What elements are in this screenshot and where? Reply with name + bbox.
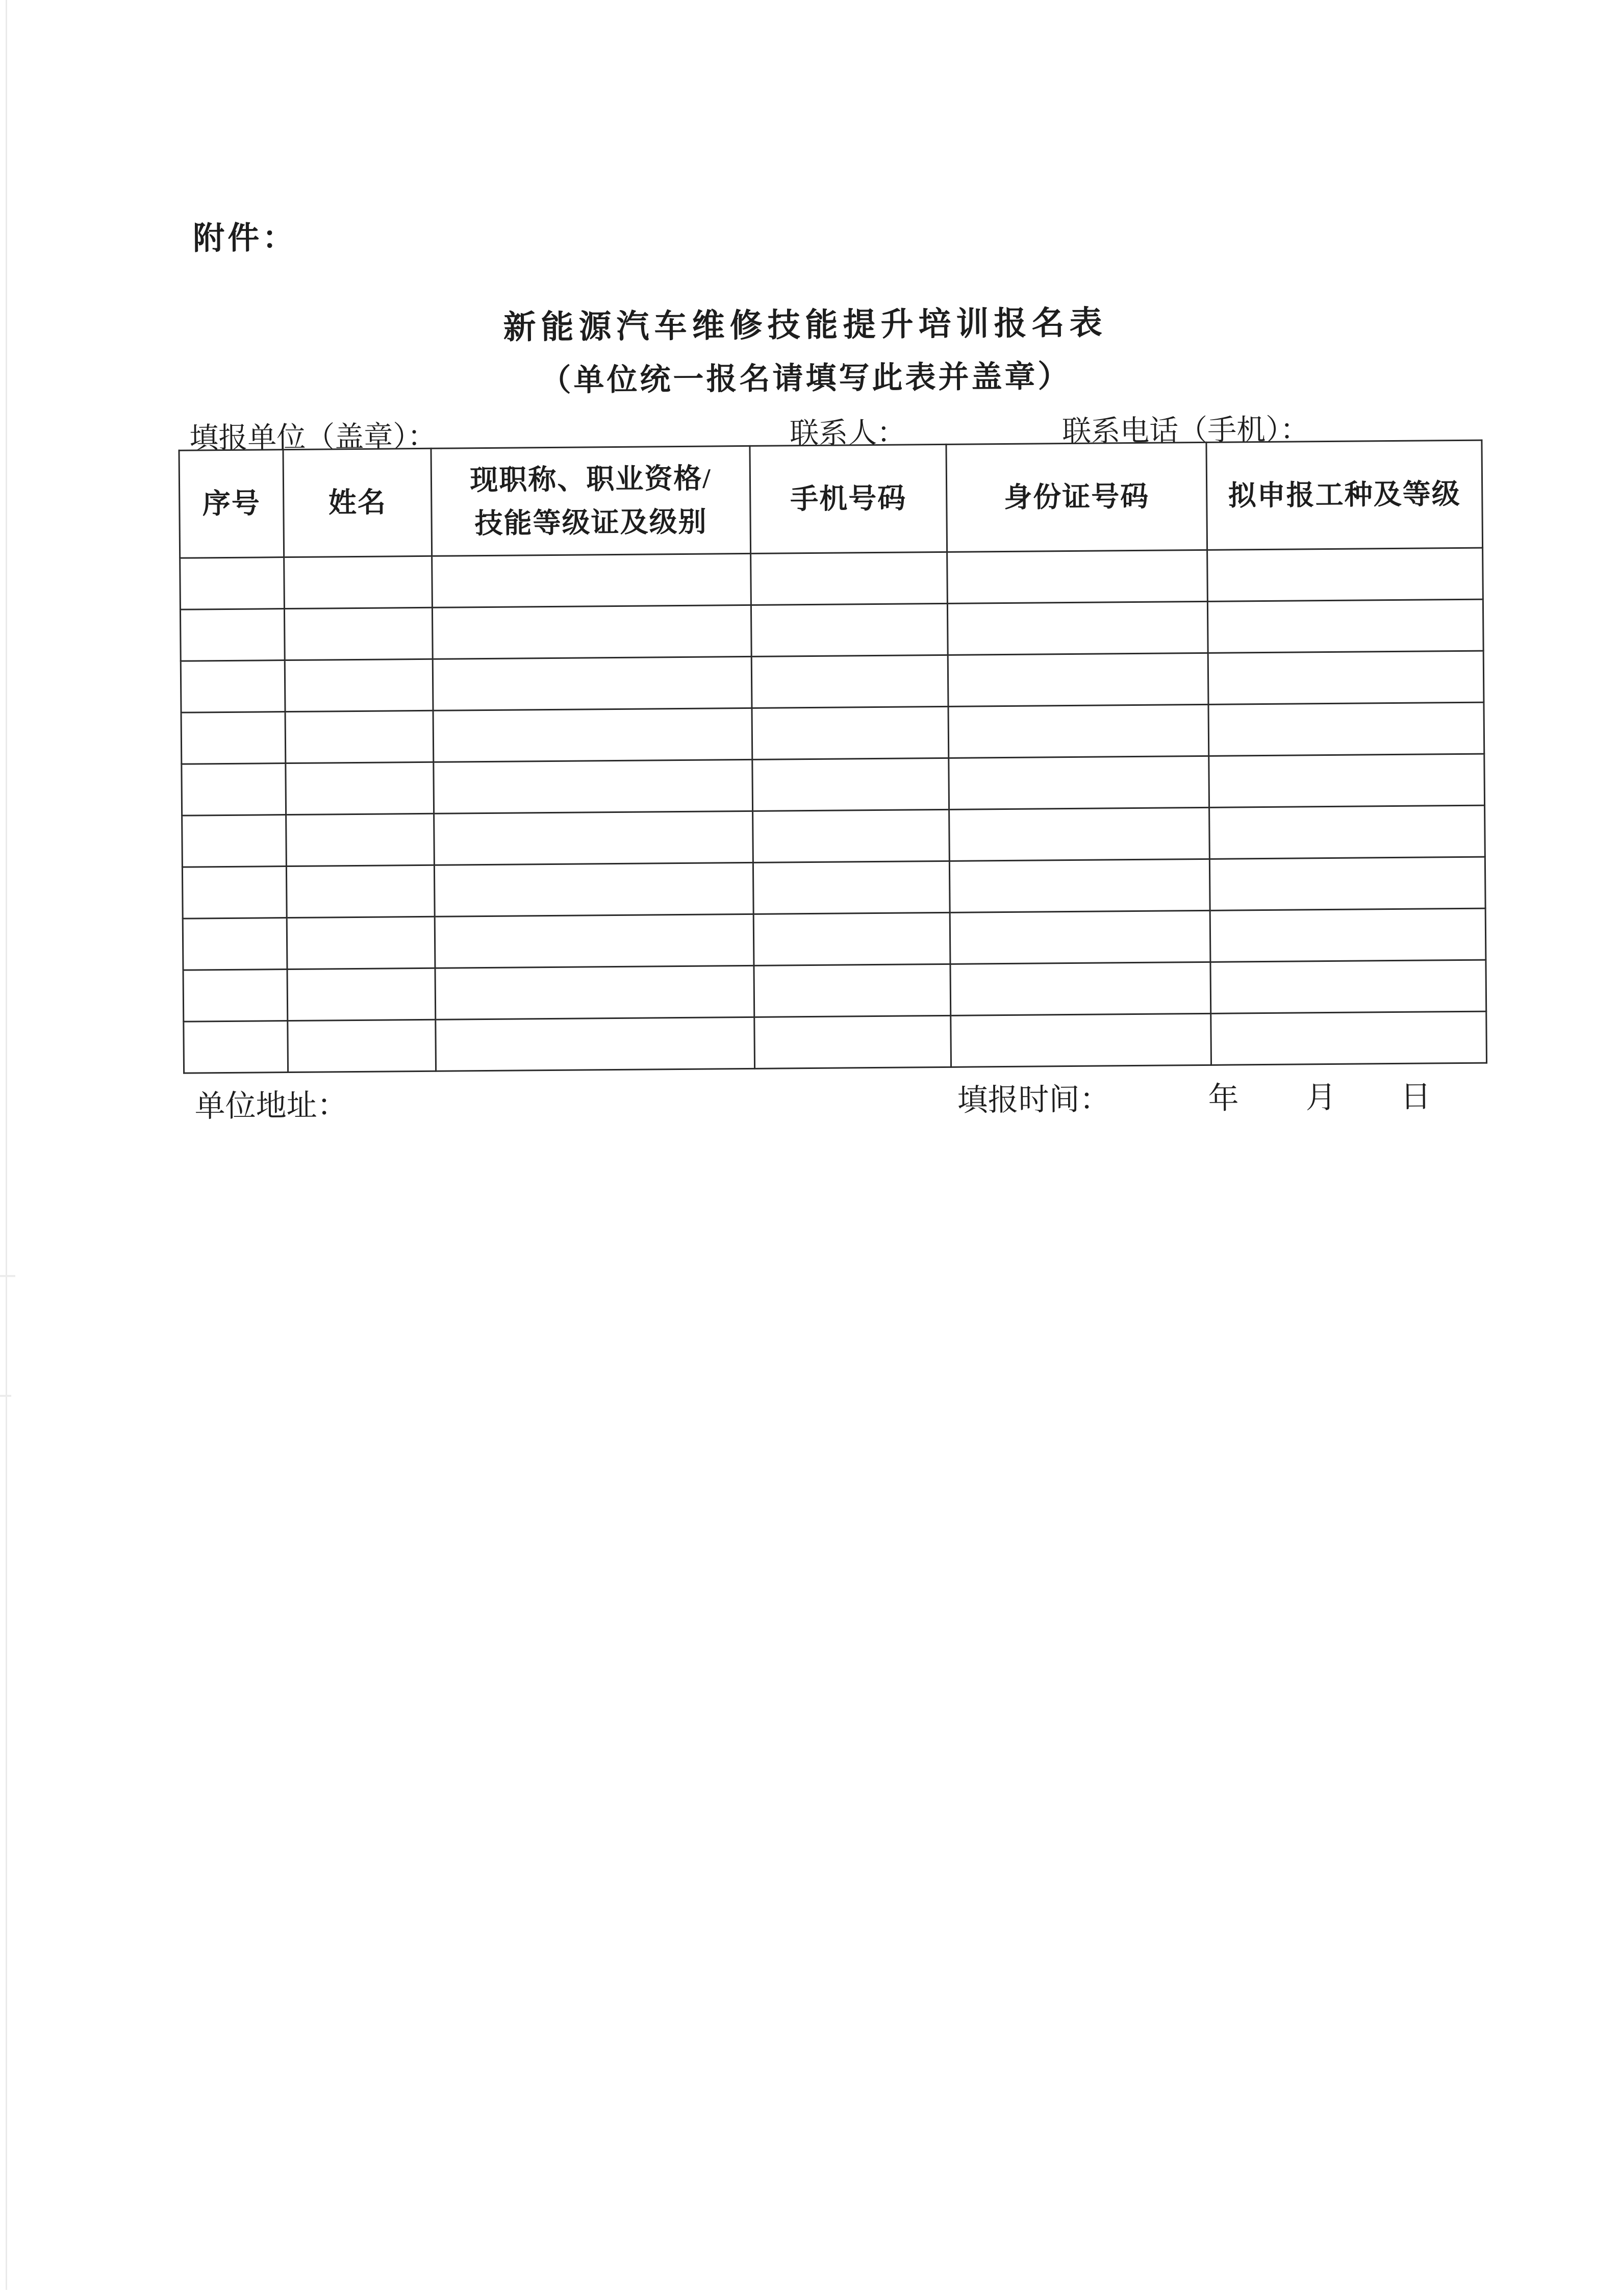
empty-cell	[751, 552, 948, 605]
empty-cell	[754, 964, 951, 1017]
empty-cell	[754, 1015, 951, 1068]
empty-cell	[947, 601, 1208, 655]
table-row	[182, 805, 1485, 867]
empty-cell	[434, 862, 753, 916]
empty-cell	[183, 970, 288, 1022]
empty-cell	[432, 605, 751, 659]
form-subtitle: （单位统一报名请填写此表并盖章）	[540, 359, 1071, 398]
header-cell-name: 姓名	[283, 448, 432, 557]
empty-cell	[951, 1013, 1211, 1067]
contact-phone-label: 联系电话（手机）：	[1062, 414, 1309, 448]
year-label: 年	[1208, 1081, 1239, 1115]
header-cell-mobile-number: 手机号码	[750, 444, 947, 553]
empty-cell	[435, 965, 754, 1019]
empty-cell	[1208, 702, 1484, 756]
empty-cell	[1209, 805, 1485, 859]
empty-cell	[183, 918, 287, 971]
empty-cell	[1210, 908, 1486, 962]
empty-cell	[285, 710, 434, 763]
empty-cell	[947, 550, 1208, 603]
empty-cell	[949, 756, 1209, 809]
month-label: 月	[1305, 1080, 1336, 1115]
empty-cell	[753, 809, 950, 862]
reporting-unit-label: 填报单位（盖章）：	[189, 420, 437, 455]
empty-cell	[286, 762, 434, 814]
header-qualification-line2: 技能等级证及级别	[474, 506, 707, 540]
header-qualification-line1: 现职称、职业资格/	[470, 463, 712, 496]
table-row	[181, 651, 1484, 712]
empty-cell	[432, 553, 751, 607]
empty-cell	[948, 704, 1209, 758]
empty-cell	[950, 962, 1211, 1015]
empty-cell	[287, 968, 436, 1021]
empty-cell	[286, 813, 435, 866]
empty-cell	[949, 807, 1210, 861]
empty-cell	[751, 655, 948, 708]
header-cell-id-number: 身份证号码	[946, 442, 1207, 552]
empty-cell	[752, 706, 949, 759]
empty-cell	[288, 1019, 436, 1072]
empty-cell	[182, 815, 287, 868]
empty-cell	[752, 758, 949, 811]
empty-cell	[182, 866, 287, 919]
filing-date-label: 填报时间：	[957, 1082, 1110, 1117]
empty-cell	[435, 914, 754, 968]
empty-cell	[181, 712, 286, 764]
day-label: 日	[1400, 1080, 1431, 1114]
empty-cell	[948, 653, 1208, 706]
empty-cell	[184, 1021, 288, 1074]
empty-cell	[433, 708, 752, 762]
empty-cell	[287, 916, 435, 969]
empty-cell	[1208, 651, 1484, 704]
empty-cell	[1209, 754, 1485, 807]
registration-table	[178, 440, 1487, 1074]
table-row	[182, 754, 1485, 815]
empty-cell	[180, 609, 285, 661]
table-row	[184, 1011, 1487, 1073]
empty-cell	[181, 660, 285, 713]
empty-cell	[1207, 599, 1483, 653]
table-body	[180, 548, 1487, 1073]
empty-cell	[1210, 960, 1486, 1013]
header-cell-job-type-level: 拟申报工种及等级	[1206, 440, 1483, 550]
empty-cell	[1209, 857, 1485, 910]
empty-cell	[753, 912, 950, 965]
empty-cell	[751, 603, 948, 656]
empty-cell	[285, 659, 433, 711]
empty-cell	[950, 910, 1210, 964]
table-row	[180, 548, 1483, 609]
table-header-row	[179, 440, 1483, 558]
empty-cell	[284, 556, 433, 608]
table-row	[183, 908, 1486, 970]
empty-cell	[1207, 548, 1483, 601]
empty-cell	[286, 865, 435, 917]
header-cell-qualification	[431, 446, 751, 556]
empty-cell	[180, 557, 285, 610]
table-row	[182, 857, 1485, 919]
empty-cell	[753, 861, 950, 914]
empty-cell	[284, 607, 433, 660]
table-row	[180, 599, 1483, 661]
empty-cell	[436, 1017, 755, 1071]
empty-cell	[434, 759, 753, 813]
table-row	[181, 702, 1484, 764]
form-title: 新能源汽车维修技能提升培训报名表	[503, 304, 1107, 346]
empty-cell	[1211, 1011, 1487, 1065]
table-row	[183, 960, 1486, 1022]
unit-address-label: 单位地址：	[194, 1088, 348, 1124]
empty-cell	[434, 811, 753, 865]
contact-person-label: 联系人：	[790, 417, 906, 450]
empty-cell	[182, 763, 286, 816]
attachment-label: 附件：	[192, 220, 297, 257]
empty-cell	[433, 656, 752, 710]
empty-cell	[949, 859, 1210, 912]
header-cell-serial-number: 序号	[179, 450, 284, 558]
